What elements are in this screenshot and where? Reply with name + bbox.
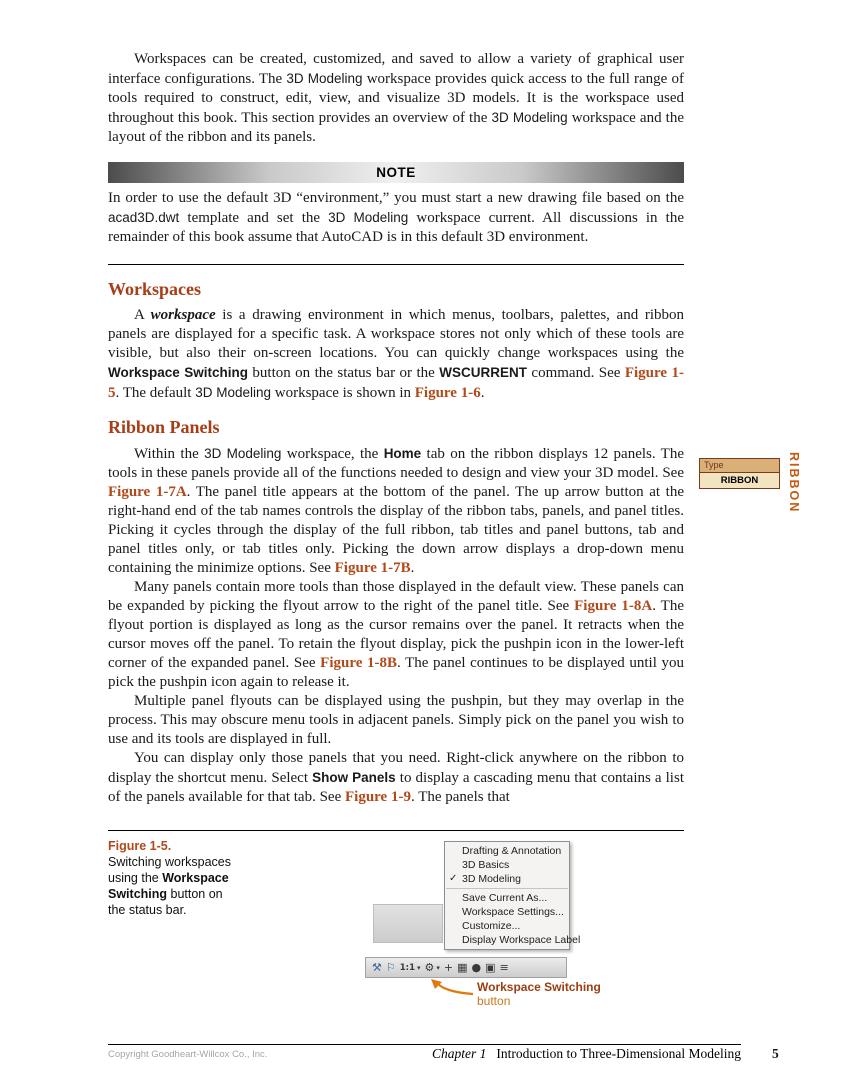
heading-workspaces: Workspaces <box>108 279 202 299</box>
callout-label <box>477 980 601 1008</box>
callout-line1: Workspace Switching <box>477 980 601 994</box>
main-text-column <box>108 50 684 832</box>
workspaces-paragraph: A workspace is a drawing environment in which menus, toolbars, palettes, and ribbon panels are displayed for a specific task. A workspace stores not only which of these tools are visible, but also their on-screen locations. You can quickly change workspaces using the Workspace Switching button on the status bar or the WSCURRENT command. See Figure 1-5. The default 3D Modeling workspace is shown in Figure 1-6. <box>108 307 684 401</box>
note-body: In order to use the default 3D “environment,” you must start a new drawing file based on the acad3D.dwt template and set the 3D Modeling workspace current. All discussions in the remainder of this book assume that AutoCAD is in this default 3D environment. <box>108 190 684 245</box>
menu-item-drafting-annotation[interactable] <box>445 844 569 858</box>
figure-artwork <box>365 838 601 1008</box>
workspace-switching-gear-icon[interactable]: ⚙ <box>424 961 435 974</box>
note-label: NOTE <box>376 165 416 180</box>
workspace-switching-menu <box>444 841 581 950</box>
menu-item-3d-modeling[interactable] <box>445 872 569 886</box>
drawing-area-fragment <box>373 904 443 943</box>
note-header-bar <box>108 162 684 183</box>
footer-copyright: Copyright Goodheart-Willcox Co., Inc. <box>108 1049 268 1060</box>
callout-arrow-icon <box>429 979 475 997</box>
menu-item-3d-basics[interactable] <box>445 858 569 872</box>
figure-caption-title: Figure 1-5. <box>108 839 172 853</box>
status-bar <box>365 957 567 978</box>
note-box <box>108 162 684 247</box>
plus-icon[interactable]: + <box>443 961 454 974</box>
margin-vertical-label: RIBBON <box>787 452 801 514</box>
menu-item-label: Workspace Settings... <box>462 906 564 918</box>
margin-tab-value: RIBBON <box>720 475 759 486</box>
ribbon-paragraph-4: You can display only those panels that you need. Right-click anywhere on the ribbon to display the shortcut menu. Select Show Panels to display a cascading menu that contains a list of the panels available for that tab. See Figure 1-9. The panels that <box>108 750 684 805</box>
menu-item-label: Customize... <box>462 920 521 932</box>
margin-tab-type-label: Type <box>700 459 779 473</box>
footer-chapter-number: Chapter 1 <box>432 1046 487 1061</box>
gear-dropdown-icon[interactable]: ▾ <box>436 963 440 972</box>
menu-item-label: 3D Basics <box>462 859 510 871</box>
footer-rule <box>108 1044 741 1045</box>
figure-divider-rule <box>108 830 684 831</box>
menu-separator <box>446 888 568 889</box>
annotation-tool-icon[interactable]: ⚒ <box>372 961 382 974</box>
menu-item-label: Save Current As... <box>462 892 548 904</box>
page-number: 5 <box>772 1046 779 1061</box>
menu-item-save-current-as[interactable] <box>445 891 569 905</box>
menu-item-label: 3D Modeling <box>462 873 521 885</box>
callout-line2: button <box>477 994 511 1008</box>
panel-icon[interactable]: ▣ <box>485 961 496 974</box>
footer-chapter-title: Introduction to Three-Dimensional Modeling <box>496 1046 741 1061</box>
footer-chapter <box>432 1046 741 1062</box>
section-divider-rule <box>108 264 684 265</box>
status-menu-icon[interactable]: ≡ <box>499 961 509 974</box>
annotation-flag-icon[interactable]: ⚐ <box>385 961 396 974</box>
menu-item-customize[interactable] <box>445 919 569 933</box>
annotation-scale-label[interactable]: 1:1 <box>399 962 415 973</box>
ribbon-paragraph-3: Multiple panel flyouts can be displayed using the pushpin, but they may overlap in the process. This may obscure menu tools in adjacent panels. Simply pick on the panel you wish to use and its tools are displayed in full. <box>108 693 684 747</box>
isolate-objects-icon[interactable]: ● <box>471 961 482 974</box>
intro-paragraph: Workspaces can be created, customized, and saved to allow a variety of graphical user interface configurations. The 3D Modeling workspace provides quick access to the full range of tools required to construct, edit, view, and visualize 3D models. It is the workspace used throughout this book. This section provides an overview of the 3D Modeling workspace and the layout of the ribbon and its panels. <box>108 51 684 145</box>
figure-caption-body: Switching workspaces using the Workspace Switching button on the status bar. <box>108 855 231 917</box>
menu-item-display-workspace-label[interactable] <box>445 933 581 947</box>
menu-item-label: Display Workspace Label <box>462 934 581 946</box>
heading-ribbon-panels: Ribbon Panels <box>108 417 220 437</box>
ribbon-paragraph-1: Within the 3D Modeling workspace, the Home tab on the ribbon displays 12 panels. The tools in these panels provide all of the functions needed to design and view your 3D model. See Figure 1-7A. The panel title appears at the bottom of the panel. The up arrow button at the right-hand end of the tab names controls the display of the ribbon tabs, panels, and panel titles. Picking it cycles through the display of the full ribbon, tab titles and panel buttons, tab and panel titles only, or tab titles only. Picking the down arrow displays a drop-down menu containing the minimize options. See Figure 1-7B. <box>108 446 684 576</box>
scale-dropdown-icon[interactable]: ▾ <box>416 963 421 972</box>
figure-caption <box>108 838 236 918</box>
menu-item-label: Drafting & Annotation <box>462 845 562 857</box>
menu-item-workspace-settings[interactable] <box>445 905 569 919</box>
ribbon-paragraph-2: Many panels contain more tools than those displayed in the default view. These panels can be expanded by picking the flyout arrow to the right of the panel title. See Figure 1-8A. The flyout portion is displayed as long as the cursor remains over the panel. It retracts when the cursor moves off the panel. To retain the flyout display, pick the pushpin icon in the lower-left corner of the expanded panel. See Figure 1-8B. The panel continues to be displayed until you pick the pushpin icon again to release it. <box>108 579 684 690</box>
margin-reference-tab <box>699 458 780 489</box>
grid-icon[interactable]: ▦ <box>457 961 468 974</box>
check-icon: ✓ <box>449 873 458 884</box>
